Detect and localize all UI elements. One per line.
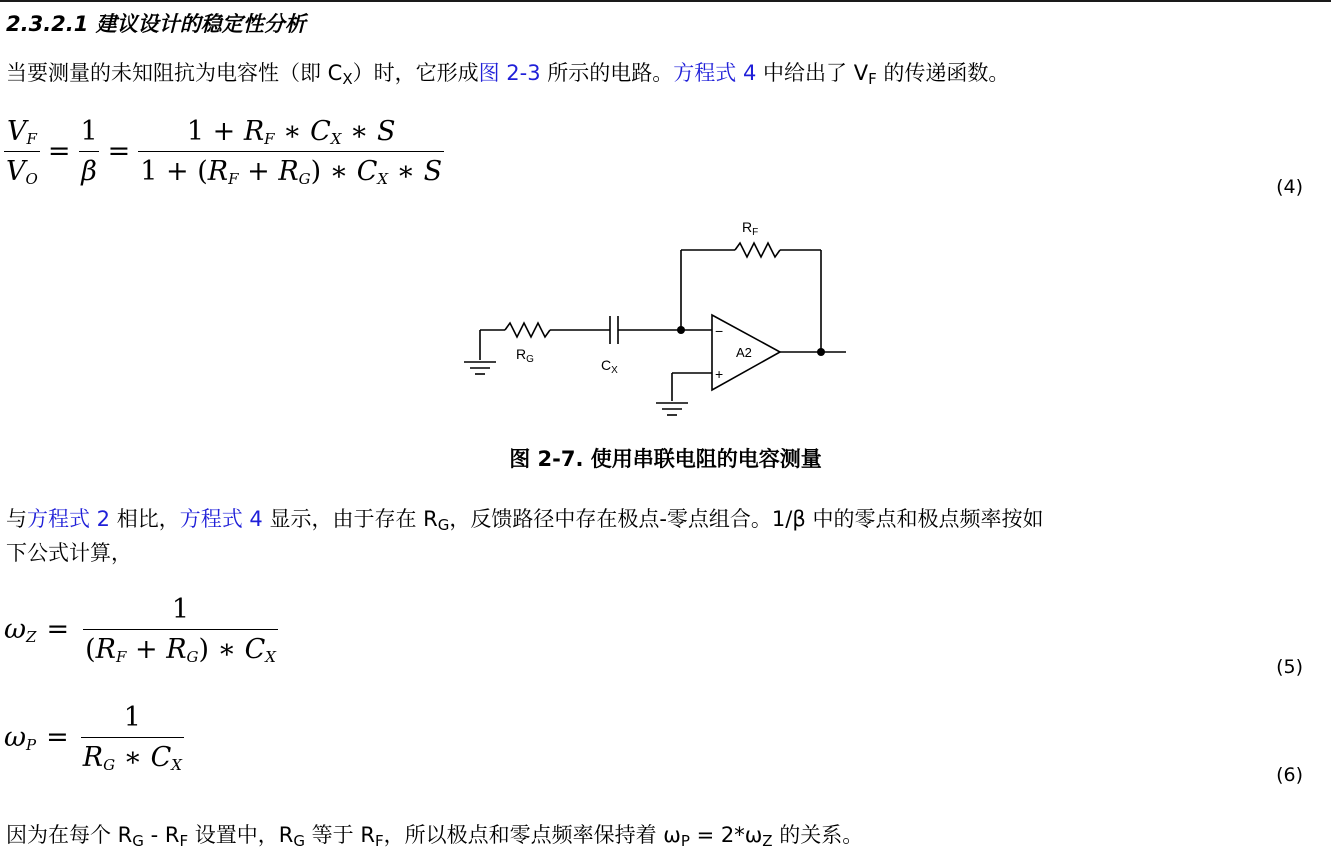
conclusion-paragraph: 因为在每个 $R_G - R_F$ 设置中，$R_G$ 等于 $R_F$，所以极点和零点频率保持着 $\omega_P = 2*\omega_Z$ 的关系。: [6, 823, 864, 850]
junction-node-output: [817, 348, 825, 356]
equation-4-link[interactable]: 方程式 4: [673, 61, 757, 85]
figure-2-3-link[interactable]: 图 2-3: [478, 61, 541, 85]
transfer-fraction: $\frac{1 + R_F ∗ C_X ∗ S}{1 + (R_F + R_G) ∗ C_X ∗ S}$: [140, 116, 443, 188]
cx-label: $C_X$: [601, 357, 618, 376]
equation-6-number: (6): [1276, 764, 1303, 786]
omega-z-fraction: $\frac{1}{(R_F + R_G) ∗ C_X}$: [85, 594, 276, 666]
subscript: F: [868, 70, 877, 88]
equation-2-link[interactable]: 方程式 2: [27, 507, 111, 531]
top-rule: [0, 0, 1331, 2]
omega-p-fraction: $\frac{1}{R_G ∗ C_X}$: [82, 702, 182, 774]
equation-5-number: (5): [1276, 656, 1303, 678]
equals-sign: =: [107, 136, 131, 167]
one-over-beta: $\frac{1}{\beta}$: [80, 116, 98, 187]
junction-node-inverting: [677, 326, 685, 334]
equation-4-link[interactable]: 方程式 4: [179, 507, 263, 531]
rf-resistor: [735, 243, 780, 257]
text: ）时，它形成: [352, 61, 479, 85]
text: 当要测量的未知阻抗为电容性（即 C: [6, 61, 343, 85]
figure-caption: 图 2-7. 使用串联电阻的电容测量: [509, 447, 822, 471]
text: 中给出了 V: [756, 61, 869, 85]
equation-6: $\omega_P$ = $\frac{1}{R_G ∗ C_X}$: [4, 702, 182, 774]
rg-label: $R_G$: [516, 346, 534, 365]
circuit-diagram: [450, 205, 870, 430]
equals-sign: =: [47, 136, 71, 167]
intro-paragraph: [6, 56, 1009, 90]
vf-over-vo: $\frac{V_F}{V_O}$: [6, 116, 38, 188]
equation-4: [4, 116, 444, 187]
opamp-label: A2: [736, 345, 752, 360]
text: 所示的电路。: [540, 61, 674, 85]
text: 的传递函数。: [876, 61, 1010, 85]
noninverting-input-sign: +: [715, 366, 724, 382]
subscript: X: [342, 70, 353, 88]
equation-4-number: (4): [1276, 176, 1303, 198]
inverting-input-sign: −: [715, 323, 724, 339]
rg-resistor: [505, 323, 550, 337]
analysis-paragraph: 与方程式 2 相比，方程式 4 显示，由于存在 $R_G$，反馈路径中存在极点-零点组合。1/β 中的零点和极点频率按如 下公式计算，: [6, 507, 1044, 565]
equation-5: $\omega_Z$ = $\frac{1}{(R_F + R_G) ∗ C_X}$: [4, 594, 276, 666]
section-heading: 2.3.2.1 建议设计的稳定性分析: [6, 12, 306, 36]
rf-label: $R_F$: [742, 219, 759, 238]
